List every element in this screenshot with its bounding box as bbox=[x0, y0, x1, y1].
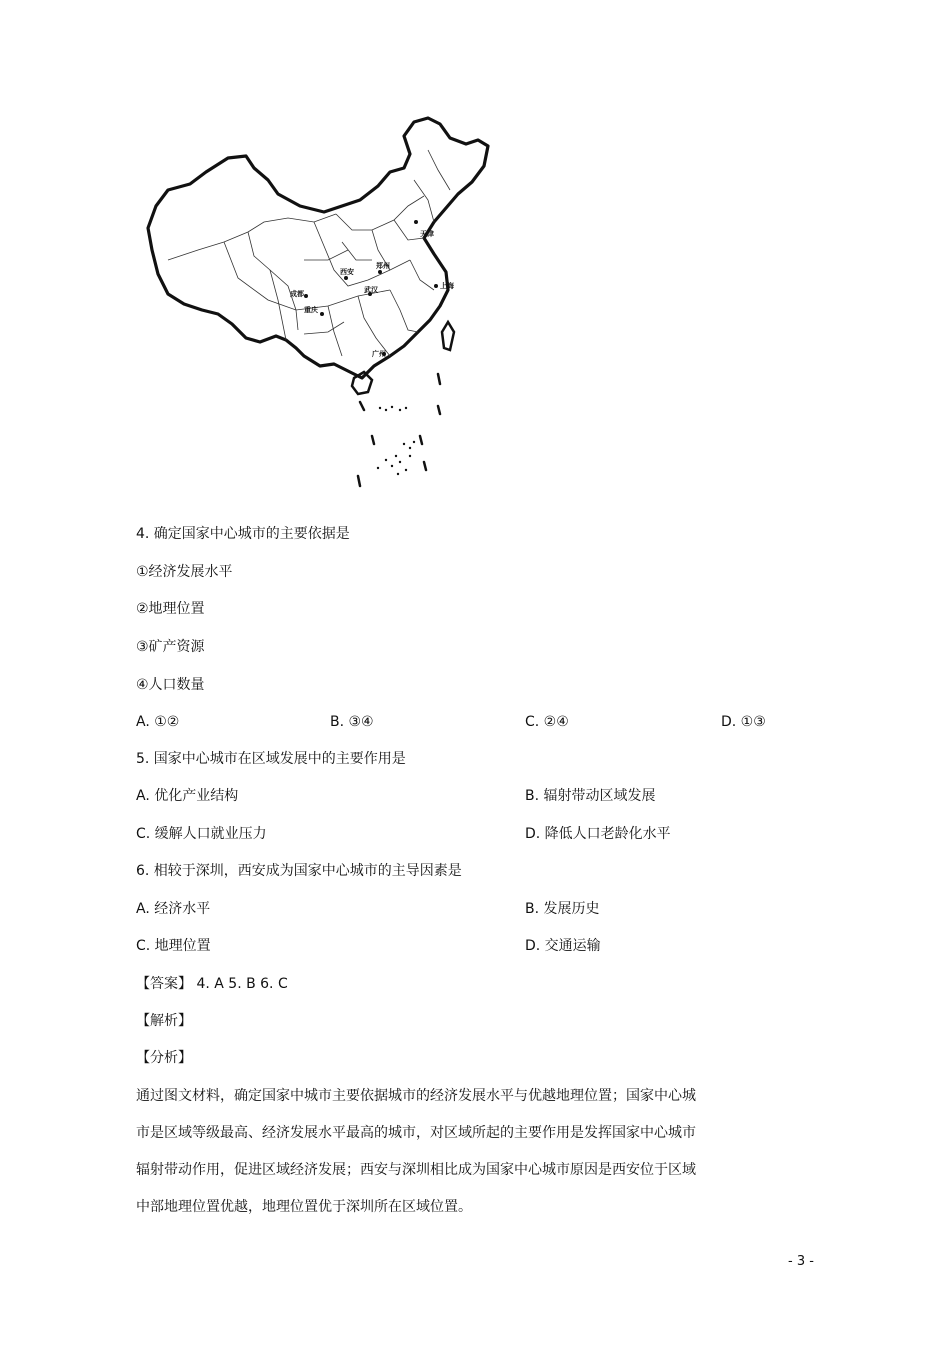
city-label-chengdu: 成都 bbox=[290, 290, 304, 298]
q4-option-d: D. ①③ bbox=[721, 714, 766, 730]
jiexi-heading: 【解析】 bbox=[136, 1013, 192, 1029]
south-china-sea-boundary bbox=[358, 374, 440, 486]
q4-item-1: ①经济发展水平 bbox=[136, 564, 233, 580]
city-label-chongqing: 重庆 bbox=[304, 306, 318, 314]
q6-option-a: A. 经济水平 bbox=[136, 901, 211, 917]
page-number: - 3 - bbox=[788, 1254, 814, 1269]
city-label-tianjin: 天津 bbox=[420, 230, 434, 238]
country-outline bbox=[148, 118, 488, 378]
q4-option-c: C. ②④ bbox=[525, 714, 569, 730]
taiwan-island bbox=[442, 322, 454, 350]
q6-option-d: D. 交通运输 bbox=[525, 938, 601, 954]
city-label-shanghai: 上海 bbox=[440, 282, 454, 290]
q5-option-c: C. 缓解人口就业压力 bbox=[136, 826, 267, 842]
q5-option-d: D. 降低人口老龄化水平 bbox=[525, 826, 671, 842]
city-label-wuhan: 武汉 bbox=[364, 286, 378, 294]
analysis-line-3: 辐射带动作用，促进区域经济发展；西安与深圳相比成为国家中心城市原因是西安位于区域 bbox=[136, 1162, 696, 1178]
q5-option-a: A. 优化产业结构 bbox=[136, 788, 239, 804]
q4-option-b: B. ③④ bbox=[330, 714, 374, 730]
analysis-line-2: 市是区域等级最高、经济发展水平最高的城市，对区域所起的主要作用是发挥国家中心城市 bbox=[136, 1125, 696, 1141]
answer-line: 【答案】 4. A 5. B 6. C bbox=[136, 976, 288, 992]
q6-option-b: B. 发展历史 bbox=[525, 901, 600, 917]
q4-stem: 4. 确定国家中心城市的主要依据是 bbox=[136, 526, 350, 542]
q6-stem: 6. 相较于深圳，西安成为国家中心城市的主导因素是 bbox=[136, 863, 462, 879]
q4-item-4: ④人口数量 bbox=[136, 677, 205, 693]
province-boundaries bbox=[168, 150, 450, 356]
q4-item-3: ③矿产资源 bbox=[136, 639, 205, 655]
city-label-xian: 西安 bbox=[340, 268, 354, 276]
city-label-guangzhou: 广州 bbox=[372, 350, 386, 358]
analysis-line-4: 中部地理位置优越，地理位置优于深圳所在区域位置。 bbox=[136, 1199, 472, 1215]
q5-option-b: B. 辐射带动区域发展 bbox=[525, 788, 656, 804]
fenxi-heading: 【分析】 bbox=[136, 1050, 192, 1066]
sea-islands bbox=[377, 406, 415, 475]
q5-stem: 5. 国家中心城市在区域发展中的主要作用是 bbox=[136, 751, 406, 767]
analysis-line-1: 通过图文材料，确定国家中城市主要依据城市的经济发展水平与优越地理位置；国家中心城 bbox=[136, 1088, 696, 1104]
q6-option-c: C. 地理位置 bbox=[136, 938, 211, 954]
china-map bbox=[128, 110, 500, 505]
city-label-zhengzhou: 郑州 bbox=[376, 262, 390, 270]
q4-option-a: A. ①② bbox=[136, 714, 180, 730]
q4-item-2: ②地理位置 bbox=[136, 601, 205, 617]
